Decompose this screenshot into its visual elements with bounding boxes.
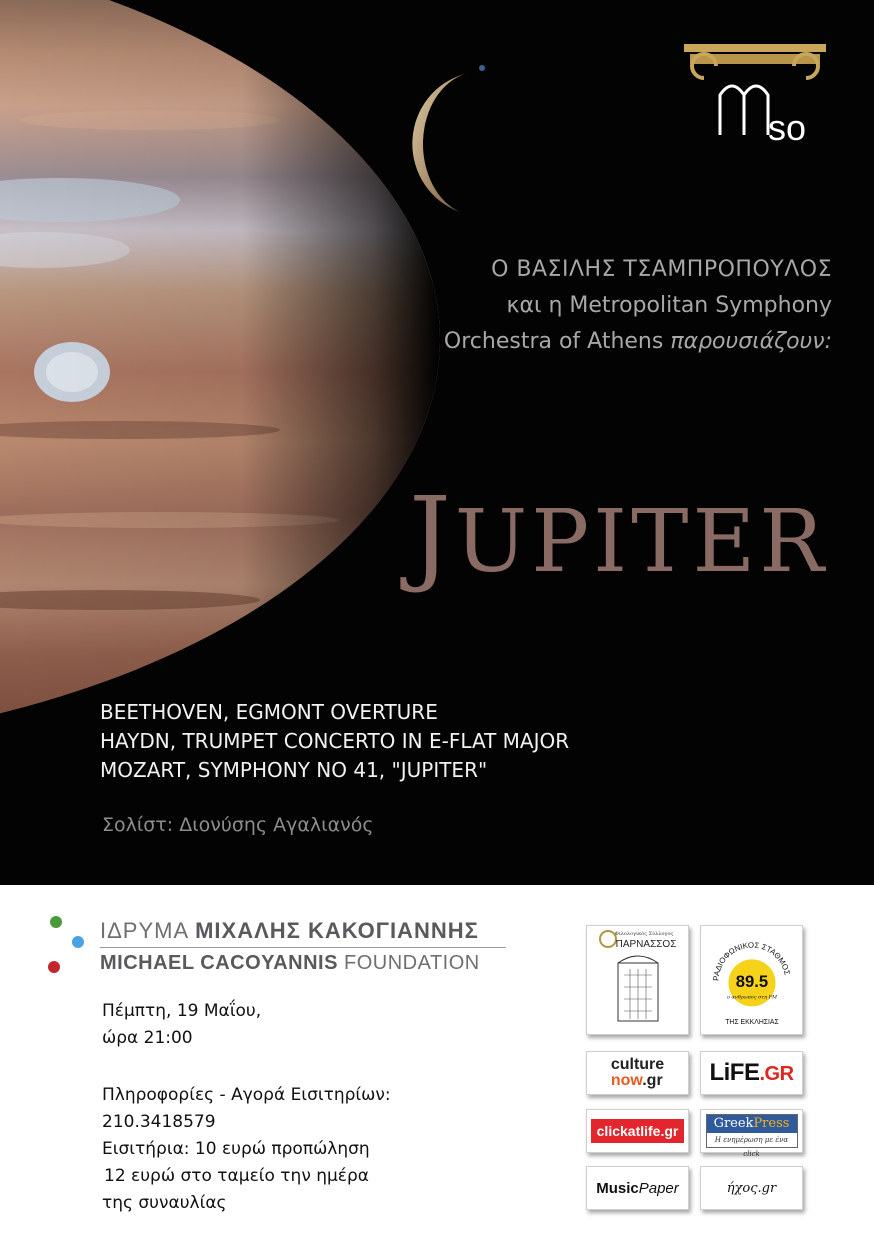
sponsor-culturenow-logo xyxy=(586,1051,689,1095)
mso-logo xyxy=(680,40,830,150)
sponsor-musicpaper-logo xyxy=(586,1166,689,1210)
culture-line1: culture xyxy=(610,1056,665,1073)
ticket-info xyxy=(102,1082,391,1217)
greek-sub: Η ενημέρωση με ένα click xyxy=(714,1136,789,1158)
presenter-block xyxy=(312,252,832,360)
culture-gr: .gr xyxy=(642,1072,663,1089)
event-time: ώρα 21:00 xyxy=(102,1028,193,1048)
foundation-logo xyxy=(100,917,506,978)
ticket-door-price-cont: της συναυλίας xyxy=(102,1193,227,1213)
foundation-english-name xyxy=(100,948,506,978)
parnassos-name-text: ΠΑΡΝΑΣΣΟΣ xyxy=(615,939,677,950)
program-item: BEETHOVEN, EGMONT OVERTURE xyxy=(100,700,438,724)
sponsor-hxos-logo xyxy=(700,1166,803,1210)
ticket-phone: 210.3418579 xyxy=(102,1112,216,1132)
sponsor-clickatlife-logo xyxy=(586,1109,689,1153)
radio-freq-text: 89.5 xyxy=(735,971,769,991)
event-date: Πέμπτη, 19 Μαΐου, xyxy=(102,1001,262,1021)
ticket-presale: Εισιτήρια: 10 ευρώ προπώληση xyxy=(102,1139,370,1159)
presenter-line2: και η Metropolitan Symphony xyxy=(506,293,832,318)
sponsor-life-logo xyxy=(700,1051,803,1095)
parnassos-top-text: Φιλολογικός Σύλλογος xyxy=(614,931,674,937)
radio-small-text: ο ανθρωπος στη FM xyxy=(727,994,777,1001)
foundation-greek-bold: ΜΙΧΑΛΗΣ ΚΑΚΟΓΙΑΝΝΗΣ xyxy=(195,918,479,943)
program-list xyxy=(100,698,569,785)
culture-now: now xyxy=(610,1072,643,1089)
poster-footer xyxy=(0,885,874,1240)
title-first-letter: J xyxy=(409,474,455,596)
logo-text: so xyxy=(768,107,807,148)
foundation-dots-icon xyxy=(40,915,90,975)
foundation-english-light: FOUNDATION xyxy=(343,952,480,974)
ticket-info-label: Πληροφορίες - Αγορά Εισιτηρίων: xyxy=(102,1085,391,1105)
radio-arc-text: ΡΑΔΙΟΦΩΝΙΚΟΣ ΣΤΑΘΜΟΣ xyxy=(711,940,792,982)
greek-a: Greek xyxy=(713,1116,754,1131)
sponsor-parnassos-logo xyxy=(586,925,689,1035)
greek-b: Press xyxy=(753,1116,790,1131)
presenter-line1: Ο ΒΑΣΙΛΗΣ ΤΣΑΜΠΡΟΠΟΥΛΟΣ xyxy=(491,257,832,282)
soloist-credit: Σολίστ: Διονύσης Αγαλιανός xyxy=(102,814,374,836)
clickatlife-text: clickatlife.gr xyxy=(591,1119,685,1143)
music-a: Music xyxy=(596,1179,639,1197)
program-item: HAYDN, TRUMPET CONCERTO IN E-FLAT MAJOR xyxy=(100,729,570,753)
concert-title xyxy=(308,470,828,607)
program-item: MOZART, SYMPHONY NO 41, "JUPITER" xyxy=(100,758,488,782)
life-gr: .GR xyxy=(759,1063,794,1085)
presenter-line3-italic: παρουσιάζουν: xyxy=(670,329,832,354)
hxos-text: ήχος.gr xyxy=(726,1180,777,1196)
foundation-greek-light: ΙΔΡΥΜΑ xyxy=(100,918,188,943)
radio-bottom-text: ΤΗΣ ΕΚΚΛΗΣΙΑΣ xyxy=(725,1019,779,1027)
foundation-greek-name xyxy=(100,917,506,948)
ticket-door-price: 12 ευρώ στο ταμείο την ημέρα xyxy=(104,1166,369,1186)
life-main: LiFE xyxy=(709,1059,760,1086)
foundation-english-bold: MICHAEL CACOYANNIS xyxy=(100,952,338,974)
io-moon-image xyxy=(380,62,490,222)
sponsor-radio-logo xyxy=(700,925,803,1035)
presenter-line3-plain: Orchestra of Athens xyxy=(443,329,664,354)
presenter-line3 xyxy=(312,324,832,360)
event-datetime xyxy=(102,998,261,1052)
music-b: Paper xyxy=(638,1179,679,1197)
sponsor-greekpress-logo xyxy=(700,1109,803,1158)
title-rest: UPITER xyxy=(454,492,828,592)
